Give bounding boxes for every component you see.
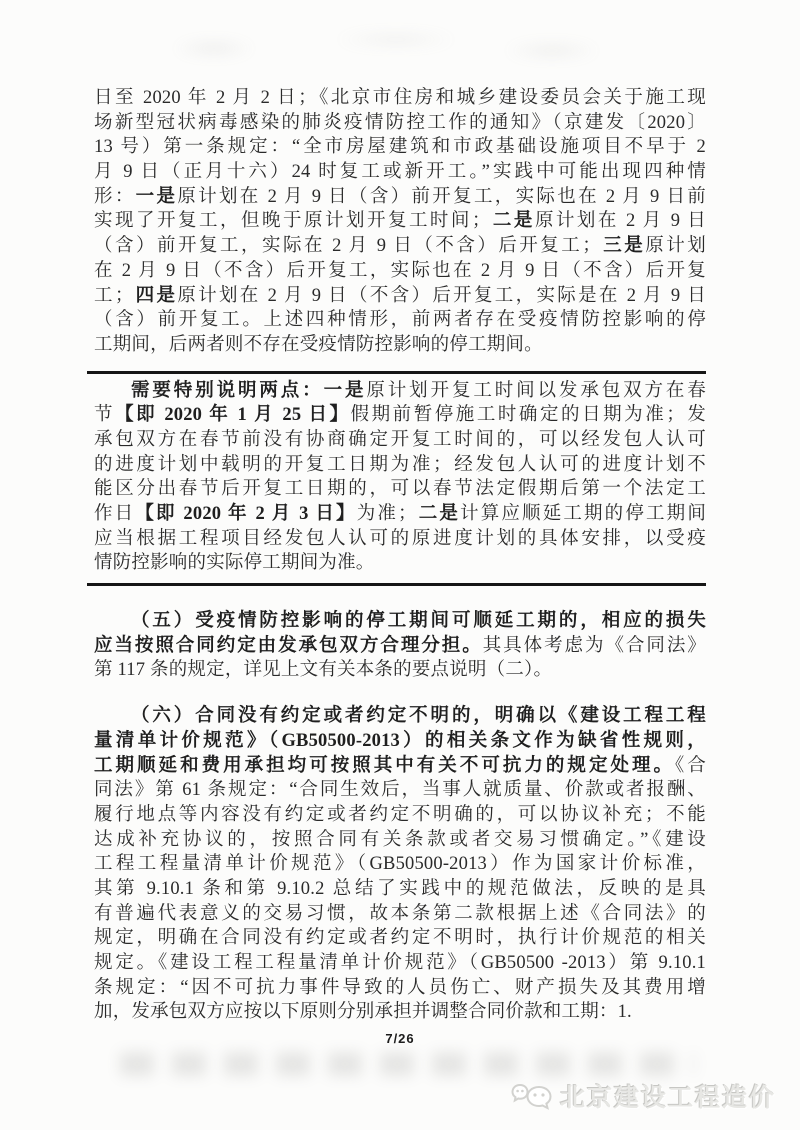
para-continuation xyxy=(94,86,706,358)
text-line: 量清单计价规范》（GB50500-2013）的相关条文作为缺省性规则， xyxy=(94,730,706,751)
text-line: 需要特别说明两点：一是原计划开复工时间以发承包双方在春 xyxy=(131,380,706,401)
text-line: （含）前开复工，实际在 2 月 9 日（不含）后开复工；三是原计划 xyxy=(94,236,706,257)
wechat-icon xyxy=(511,1079,553,1113)
watermark-text: 北京建设工程造价 xyxy=(559,1084,776,1112)
special-note-block xyxy=(87,371,706,587)
text-line: 规定。《建设工程工程量清单计价规范》（GB50500 -2013）第 9.10.1 xyxy=(94,953,706,973)
watermark xyxy=(511,1078,776,1114)
section-5 xyxy=(94,609,706,683)
text-line: 应当根据工程项目经发包人认可的原进度计划的具体安排，以受疫 xyxy=(94,528,706,549)
text-line: 加，发承包双方应按以下原则分别承担并调整合同价款和工期：1. xyxy=(94,1002,632,1023)
text-line: 的进度计划中载明的开复工日期为准；经发包人认可的进度计划不 xyxy=(94,454,706,475)
scan-bleed-artifact-bottom xyxy=(120,1052,695,1076)
text-line: 达成补充协议的，按照合同有关条款或者交易习惯确定。”《建设 xyxy=(94,829,706,850)
scan-bleed-artifact-top xyxy=(110,22,630,66)
text-line: 工；四是原计划在 2 月 9 日（不含）后开复工，实际是在 2 月 9 日 xyxy=(94,285,706,306)
text-line: 履行地点等内容没有约定或者约定不明确的，可以协议补充；不能 xyxy=(94,804,706,825)
text-line: 场新型冠状病毒感染的肺炎疫情防控工作的通知》（京建发〔2020〕 xyxy=(94,112,706,133)
text-line: （五）受疫情防控影响的停工期间可顺延工期的，相应的损失 xyxy=(131,611,706,632)
text-line: 情防控影响的实际停工期间为准。 xyxy=(94,553,375,574)
text-line: （六）合同没有约定或者约定不明的，明确以《建设工程工程 xyxy=(131,706,706,727)
text-line: 节【即 2020 年 1 月 25 日】假期前暂停施工时确定的日期为准；发 xyxy=(94,405,707,426)
text-line: 承包双方在春节前没有协商确定开复工时间的，可以经发包人认可 xyxy=(94,429,706,450)
text-line: 规定，明确在合同没有约定或者约定不明时，执行计价规范的相关 xyxy=(94,928,706,949)
page-number: 7/26 xyxy=(385,1031,415,1046)
text-line: 月 9 日（正月十六）24 时复工或新开工。”实践中可能出现四种情 xyxy=(94,162,706,183)
section-6 xyxy=(94,704,706,1025)
text-line: 作日【即 2020 年 2 月 3 日】为准；二是计算应顺延工期的停工期间 xyxy=(94,504,707,524)
text-line: 工程工程量清单计价规范》（GB50500-2013）作为国家计价标准， xyxy=(94,854,706,875)
text-line: 13 号）第一条规定：“全市房屋建筑和市政基础设施项目不早于 2 xyxy=(94,137,706,158)
text-line: 条规定：“因不可抗力事件导致的人员伤亡、财产损失及其费用增 xyxy=(94,977,706,998)
text-line: （含）前开复工。上述四种情形，前两者存在受疫情防控影响的停 xyxy=(94,310,706,331)
text-line: 实现了开复工，但晚于原计划开复工时间；二是原计划在 2 月 9 日 xyxy=(94,211,707,232)
text-line: 工期间，后两者则不存在受疫情防控影响的停工期间。 xyxy=(94,334,543,355)
text-line: 应当按照合同约定由发承包双方合理分担。其具体考虑为《合同法》 xyxy=(94,635,707,656)
text-line: 能区分出春节后开复工日期的，可以春节法定假期后第一个法定工 xyxy=(94,479,706,500)
text-line: 在 2 月 9 日（不含）后开复工，实际也在 2 月 9 日（不含）后开复 xyxy=(94,260,706,281)
document-body-text xyxy=(94,86,706,1025)
text-line: 第 117 条的规定，详见上文有关本条的要点说明（二）。 xyxy=(94,660,553,681)
text-line: 有普遍代表意义的交易习惯，故本条第二款根据上述《合同法》的 xyxy=(94,903,706,924)
text-line: 其第 9.10.1 条和第 9.10.2 总结了实践中的规范做法，反映的是具 xyxy=(94,878,706,899)
text-line: 工期顺延和费用承担均可按照其中有关不可抗力的规定处理。《合 xyxy=(94,755,707,776)
text-line: 形：一是原计划在 2 月 9 日（含）前开复工，实际也在 2 月 9 日前 xyxy=(94,186,706,207)
text-line: 日至 2020 年 2 月 2 日；《北京市住房和城乡建设委员会关于施工现 xyxy=(94,88,706,108)
text-line: 同法》第 61 条规定：“合同生效后，当事人就质量、价款或者报酬、 xyxy=(94,780,706,801)
